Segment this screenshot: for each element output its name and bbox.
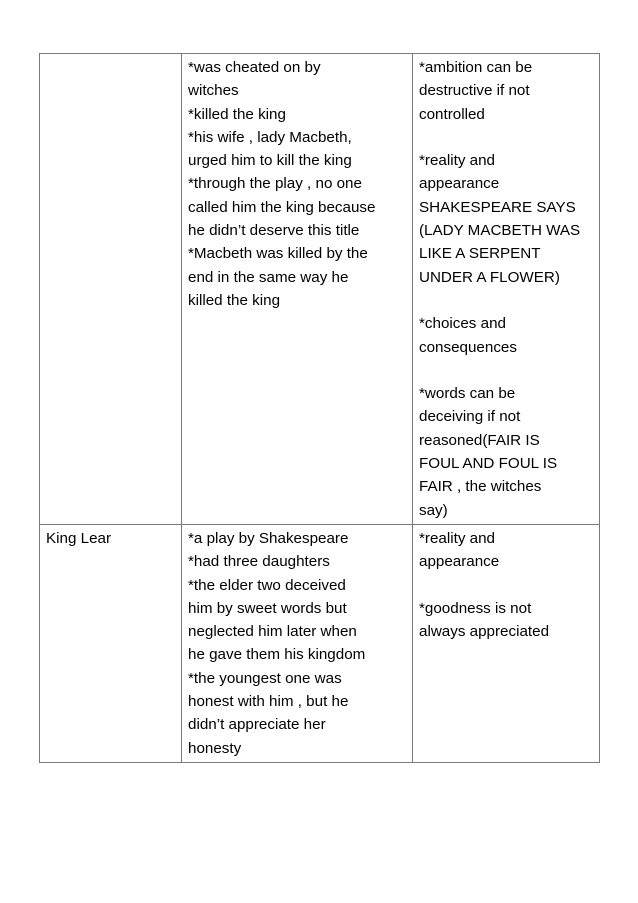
description-line: *was cheated on by: [188, 59, 321, 76]
description-line: called him the king because: [188, 198, 376, 216]
theme-line: *goodness is not: [419, 599, 532, 617]
theme-line: SHAKESPEARE SAYS: [419, 198, 576, 216]
theme-line: LIKE A SERPENT: [419, 245, 541, 263]
description-line: honesty: [188, 739, 242, 757]
table-row: [40, 524, 600, 762]
description-line: killed the king: [188, 291, 281, 309]
theme-line: FAIR , the witches: [419, 478, 542, 496]
theme-line: controlled: [419, 105, 485, 123]
theme-line: *words can be: [419, 385, 516, 403]
theme-line: destructive if not: [419, 82, 530, 100]
description-line: end in the same way he: [188, 268, 349, 286]
theme-line: *reality and: [419, 529, 495, 547]
theme-line: *choices and: [419, 315, 506, 333]
character-cell: [40, 54, 182, 525]
theme-line: reasoned(FAIR IS: [419, 431, 540, 449]
description-line: didn’t appreciate her: [188, 716, 326, 734]
theme-line: appearance: [419, 553, 500, 571]
description-line: he didn’t deserve this title: [188, 222, 360, 240]
theme-line: consequences: [419, 338, 517, 356]
theme-line: always appreciated: [419, 623, 550, 641]
description-line: *Macbeth was killed by the: [188, 245, 368, 263]
description-line: *through the play , no one: [188, 175, 362, 193]
character-name: King Lear: [46, 529, 112, 547]
theme-line: *reality and: [419, 152, 495, 170]
themes-cell: [413, 54, 600, 525]
theme-line: UNDER A FLOWER): [419, 268, 560, 286]
paragraph-gap: [419, 574, 593, 597]
description-line: *the youngest one was: [188, 669, 342, 687]
paragraph-gap: [419, 126, 593, 149]
theme-line: deceiving if not: [419, 408, 521, 426]
paragraph-gap: [419, 359, 593, 382]
theme-line: say): [419, 501, 448, 519]
description-cell: [182, 54, 413, 525]
description-line: *the elder two deceived: [188, 576, 346, 594]
description-line: urged him to kill the king: [188, 152, 352, 170]
description-line: him by sweet words but: [188, 599, 347, 617]
description-line: *had three daughters: [188, 553, 330, 571]
description-line: witches: [188, 82, 239, 100]
theme-line: (LADY MACBETH WAS: [419, 222, 581, 240]
description-line: *his wife , lady Macbeth,: [188, 128, 352, 146]
character-cell: [40, 524, 182, 762]
theme-line: appearance: [419, 175, 500, 193]
description-cell: [182, 524, 413, 762]
description-line: *a play by Shakespeare: [188, 529, 349, 547]
description-line: *killed the king: [188, 105, 286, 123]
description-line: neglected him later when: [188, 623, 357, 641]
characters-table: [39, 53, 600, 763]
table-row: [40, 54, 600, 525]
themes-cell: [413, 524, 600, 762]
theme-line: FOUL AND FOUL IS: [419, 455, 558, 473]
description-line: honest with him , but he: [188, 693, 349, 711]
paragraph-gap: [419, 289, 593, 312]
theme-line: *ambition can be: [419, 59, 533, 76]
description-line: he gave them his kingdom: [188, 646, 366, 664]
